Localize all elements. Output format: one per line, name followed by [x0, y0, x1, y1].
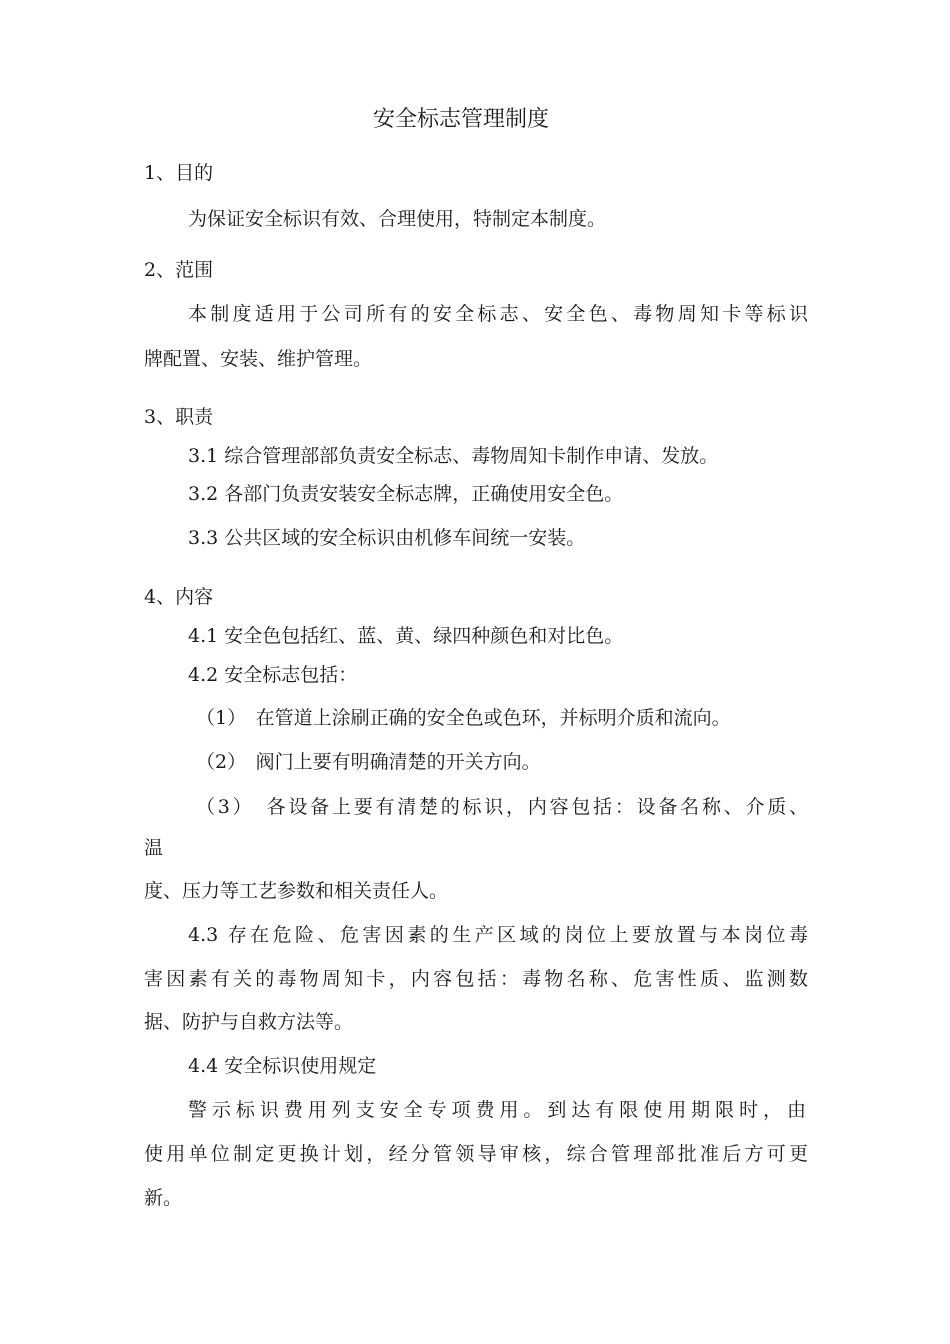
duty-item-3-2: 3.2 各部门负责安装安全标志牌，正确使用安全色。	[188, 483, 624, 505]
scope-text-line1: 本制度适用于公司所有的安全标志、安全色、毒物周知卡等标识	[188, 303, 808, 325]
content-item-4-3-line1: 4.3 存在危险、危害因素的生产区域的岗位上要放置与本岗位毒	[188, 924, 808, 946]
section-heading-duties: 3、职责	[144, 406, 214, 428]
duty-item-3-3: 3.3 公共区域的安全标识由机修车间统一安装。	[188, 527, 586, 549]
content-item-4-2: 4.2 安全标志包括：	[188, 664, 358, 686]
sign-subitem-2: （2） 阀门上要有明确清楚的开关方向。	[196, 751, 541, 773]
fee-paragraph-line1: 警示标识费用列支安全专项费用。到达有限使用期限时，由	[188, 1099, 808, 1121]
section-heading-scope: 2、范围	[144, 259, 214, 281]
fee-paragraph-line2: 使用单位制定更换计划，经分管领导审核，综合管理部批准后方可更	[144, 1143, 808, 1165]
sign-subitem-3: （3） 各设备上要有清楚的标识，内容包括：设备名称、介质、	[196, 796, 808, 818]
page-title: 安全标志管理制度	[373, 107, 550, 132]
section-heading-purpose: 1、目的	[144, 162, 214, 184]
content-item-4-3-line3: 据、防护与自救方法等。	[144, 1011, 354, 1033]
scope-text-line2: 牌配置、安装、维护管理。	[144, 348, 373, 370]
content-item-4-4: 4.4 安全标识使用规定	[188, 1055, 377, 1077]
duty-item-3-1: 3.1 综合管理部部负责安全标志、毒物周知卡制作申请、发放。	[188, 445, 719, 467]
purpose-text: 为保证安全标识有效、合理使用，特制定本制度。	[188, 208, 607, 230]
sign-subitem-1: （1） 在管道上涂刷正确的安全色或色环，并标明介质和流向。	[196, 707, 731, 729]
content-item-4-1: 4.1 安全色包括红、蓝、黄、绿四种颜色和对比色。	[188, 625, 624, 647]
content-item-4-3-line2: 害因素有关的毒物周知卡，内容包括：毒物名称、危害性质、监测数	[144, 968, 808, 990]
fee-paragraph-line3: 新。	[144, 1187, 183, 1209]
sign-subitem-3-continuation: 度、压力等工艺参数和相关责任人。	[144, 880, 449, 902]
section-heading-content: 4、内容	[144, 586, 214, 608]
sign-subitem-3-wrap: 温	[144, 837, 164, 859]
